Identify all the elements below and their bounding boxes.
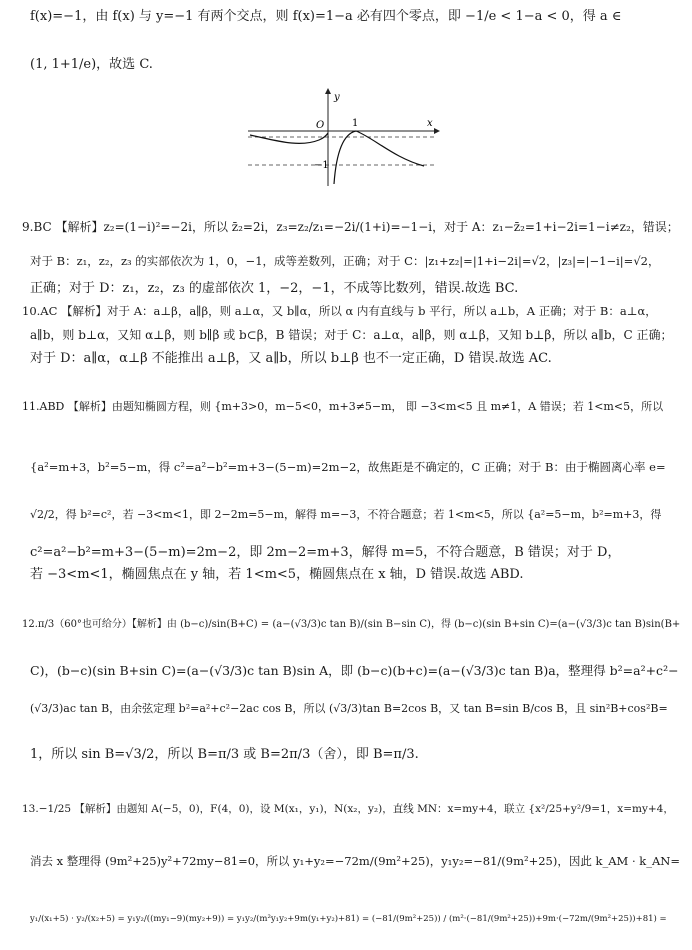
label-neg-one: −1 bbox=[314, 160, 329, 171]
text-line: c²=a²−b²=m+3−(5−m)=2m−2，即 2m−2=m+3，解得 m=5，不符合题意，B 错误；对于 D， bbox=[30, 545, 621, 560]
text-line: 正确；对于 D：z₁，z₂，z₃ 的虚部依次 1，−2，−1，不成等比数列，错误.故选 BC. bbox=[30, 281, 519, 296]
label-one: 1 bbox=[352, 118, 359, 129]
label-origin: O bbox=[316, 120, 325, 131]
curve-left bbox=[250, 133, 328, 143]
text-line: 9.BC 【解析】z₂=(1−i)²=−2i，所以 z̄₂=2i，z₃=z₂/z₁=−2i/(1+i)=−1−i，对于 A：z₁−z̄₂=1+i−2i=1−i≠z₂，错误； bbox=[22, 220, 679, 234]
x-axis-arrow bbox=[434, 128, 440, 134]
text-line: (1, 1+1/e)，故选 C. bbox=[30, 57, 153, 72]
label-y: y bbox=[334, 92, 340, 103]
label-x: x bbox=[427, 118, 433, 129]
text-line: f(x)=−1，由 f(x) 与 y=−1 有两个交点，则 f(x)=1−a 必有四个零点，即 −1/e < 1−a < 0，得 a ∈ bbox=[30, 9, 622, 24]
text-line: √2/2，得 b²=c²，若 −3<m<1，即 2−2m=5−m，解得 m=−3，不符合题意；若 1<m<5，所以 {a²=5−m，b²=m+3，得 bbox=[30, 508, 662, 521]
text-line: {a²=m+3，b²=5−m，得 c²=a²−b²=m+3−(5−m)=2m−2，故焦距是不确定的，C 正确；对于 B：由于椭圆离心率 e= bbox=[30, 460, 666, 474]
text-line: 对于 B：z₁，z₂，z₃ 的实部依次为 1，0，−1，成等差数列，正确；对于 C：|z₁+z₂|=|1+i−2i|=√2，|z₃|=|−1−i|=√2， bbox=[30, 254, 660, 268]
text-line: 10.AC 【解析】对于 A：a⊥β，a∥β，则 a⊥α，又 b∥α，所以 α 内有直线与 b 平行，所以 a⊥b，A 正确；对于 B：a⊥α， bbox=[22, 304, 657, 318]
text-line: 消去 x 整理得 (9m²+25)y²+72my−81=0，所以 y₁+y₂=−72m/(9m²+25)，y₁y₂=−81/(9m²+25)，因此 k_AM · k_AN= bbox=[30, 854, 680, 868]
text-line: 若 −3<m<1，椭圆焦点在 y 轴，若 1<m<5，椭圆焦点在 x 轴，D 错误.故选 ABD. bbox=[30, 567, 524, 582]
text-line: (√3/3)ac tan B，由余弦定理 b²=a²+c²−2ac cos B，所以 (√3/3)tan B=2cos B，又 tan B=sin B/cos B，且 sin²B+cos²B= bbox=[30, 702, 668, 715]
y-axis-arrow bbox=[325, 88, 331, 94]
text-line: a∥b，则 b⊥α，又知 α⊥β，则 b∥β 或 b⊂β，B 错误；对于 C：a⊥α，a∥β，则 α⊥β，又知 b⊥β，所以 a∥b，C 正确； bbox=[30, 328, 673, 342]
function-graph bbox=[244, 86, 444, 186]
text-line: 1，所以 sin B=√3/2，所以 B=π/3 或 B=2π/3（舍），即 B=π/3. bbox=[30, 747, 419, 762]
text-line: 11.ABD 【解析】由题知椭圆方程，则 {m+3>0，m−5<0，m+3≠5−m， 即 −3<m<5 且 m≠1，A 错误；若 1<m<5，所以 bbox=[22, 400, 664, 413]
text-line: 12.π/3（60°也可给分）【解析】由 (b−c)/sin(B+C) = (a−(√3/3)c tan B)/(sin B−sin C)，得 (b−c)(sin B+sin C)=(a−(√3/3)c tan B)sin(B+ bbox=[22, 619, 681, 630]
text-line: 13.−1/25 【解析】由题知 A(−5，0)，F(4，0)，设 M(x₁，y₁)，N(x₂，y₂)，直线 MN：x=my+4，联立 {x²/25+y²/9=1，x=my+4， bbox=[22, 803, 674, 815]
text-line: y₁/(x₁+5) · y₂/(x₂+5) = y₁y₂/((my₁−9)(my₂+9)) = y₁y₂/(m²y₁y₂+9m(y₁+y₂)+81) = (−81/(9m²+25)) / (m²·(−81/(9m²+25))+9m·(−72m/(9m²+25))+81) = bbox=[30, 914, 667, 924]
text-line: C)，(b−c)(sin B+sin C)=(a−(√3/3)c tan B)sin A，即 (b−c)(b+c)=(a−(√3/3)c tan B)a，整理得 b²=a²+c²− bbox=[30, 663, 679, 678]
curve-right bbox=[334, 131, 424, 184]
text-line: 对于 D：a∥α，α⊥β 不能推出 a⊥β，又 a∥b，所以 b⊥β 也不一定正确，D 错误.故选 AC. bbox=[30, 351, 552, 366]
